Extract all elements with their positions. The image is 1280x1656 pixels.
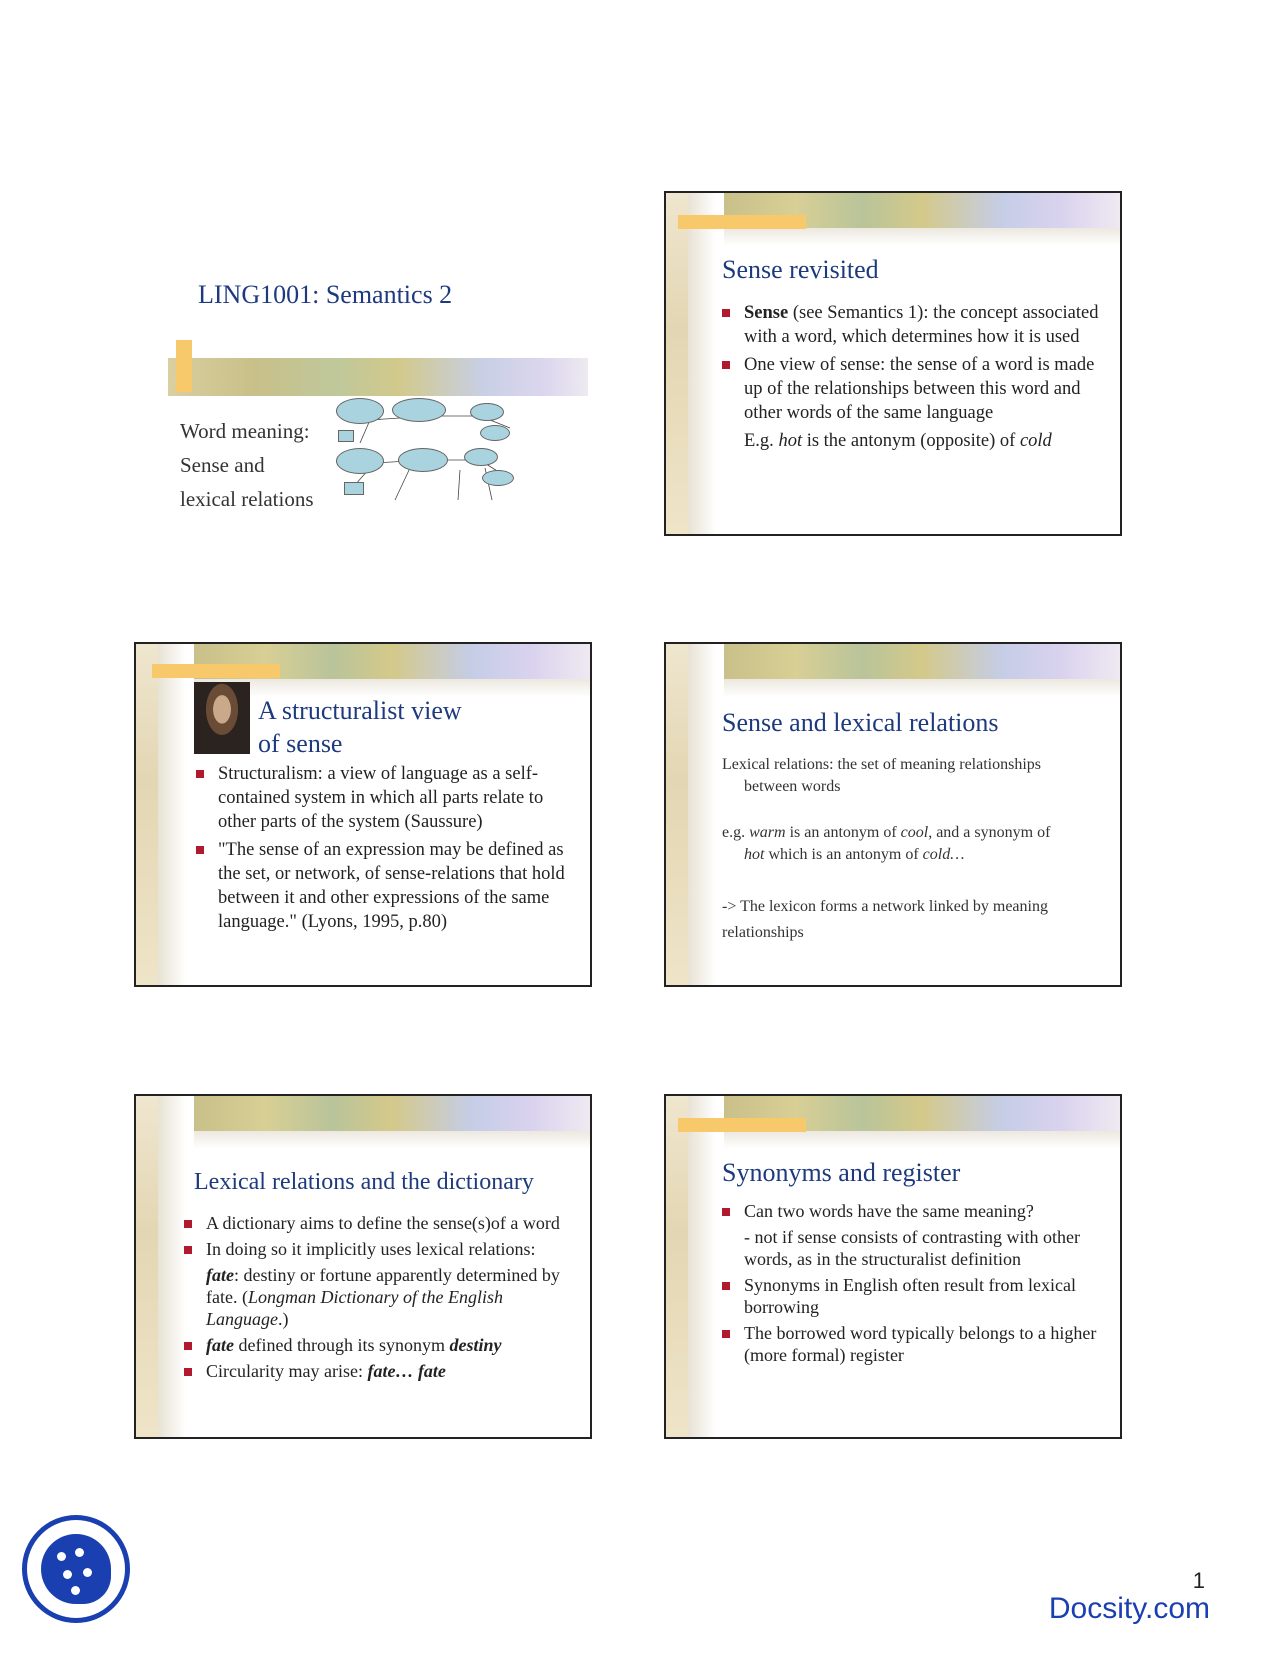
- diagram-node: [338, 430, 354, 442]
- brand-link[interactable]: Docsity.com: [1048, 1592, 1210, 1625]
- list-item: fate defined through its synonym destiny: [184, 1334, 576, 1356]
- bullet-list: [196, 762, 576, 938]
- paragraph: Lexical relations: the set of meaning relationships between words: [722, 756, 1042, 795]
- slide-sense-lexical-relations: [664, 642, 1122, 987]
- slide-dictionary: [134, 1094, 592, 1439]
- list-item: One view of sense: the sense of a word is made up of the relationships between this word and other words of the same language E.g. hot is the antonym (opposite) of cold: [722, 353, 1102, 453]
- page-number: 1: [1192, 1568, 1205, 1593]
- diagram-node: [464, 448, 498, 466]
- list-item: The borrowed word typically belongs to a higher (more formal) register: [722, 1322, 1104, 1366]
- decorative-band: [168, 358, 588, 396]
- deck-subtitle: Word meaning: Sense and lexical relations: [180, 419, 314, 511]
- saussure-portrait: [194, 682, 250, 754]
- decorative-accent: [678, 1118, 806, 1132]
- slide-synonyms-register: [664, 1094, 1122, 1439]
- paragraph: e.g. warm is an antonym of cool, and a synonym of hot which is an antonym of cold…: [722, 824, 1051, 863]
- logo-mark-icon: [41, 1534, 111, 1604]
- list-item: Can two words have the same meaning? - not if sense consists of contrasting with other words, as in the structuralist definition: [722, 1200, 1104, 1270]
- slide-sense-revisited: [664, 191, 1122, 536]
- list-item: "The sense of an expression may be defined as the set, or network, of sense-relations that hold between it and other expressions of the same language." (Lyons, 1995, p.80): [196, 838, 576, 934]
- list-item: Structuralism: a view of language as a self-contained system in which all parts relate to other parts of the system (Saussure): [196, 762, 576, 834]
- slide-title: Sense revisited: [722, 255, 879, 284]
- diagram-node: [336, 398, 384, 424]
- slide-structuralist-view: [134, 642, 592, 987]
- decorative-accent: [678, 215, 806, 229]
- list-item: Synonyms in English often result from lexical borrowing: [722, 1274, 1104, 1318]
- list-item: Circularity may arise: fate… fate: [184, 1360, 576, 1382]
- list-item: Sense (see Semantics 1): the concept associated with a word, which determines how it is used: [722, 301, 1102, 349]
- decorative-accent: [176, 340, 192, 392]
- slide-title: Lexical relations and the dictionary: [194, 1169, 534, 1195]
- decorative-accent: [152, 664, 280, 678]
- diagram-node: [344, 482, 364, 495]
- diagram-node: [336, 448, 384, 474]
- diagram-node: [480, 425, 510, 441]
- deck-title: LING1001: Semantics 2: [198, 280, 453, 309]
- diagram-node: [482, 470, 514, 486]
- bullet-list: [722, 1200, 1104, 1370]
- diagram-node: [470, 403, 504, 421]
- bullet-list: [722, 301, 1102, 457]
- list-item: A dictionary aims to define the sense(s)of a word: [184, 1212, 576, 1234]
- slide-title: A structuralist view of sense: [258, 696, 462, 758]
- slide-title: Sense and lexical relations: [722, 708, 999, 737]
- paragraph: -> The lexicon forms a network linked by meaning relationships: [722, 898, 1048, 941]
- diagram-node: [392, 398, 446, 422]
- list-item: In doing so it implicitly uses lexical relations: fate: destiny or fortune apparently determined by fate. (Longman Dictionary of the English Language.): [184, 1238, 576, 1330]
- bullet-list: [184, 1212, 576, 1386]
- diagram-node: [398, 448, 448, 472]
- docsity-logo: [22, 1515, 130, 1623]
- slide-title: Synonyms and register: [722, 1158, 961, 1187]
